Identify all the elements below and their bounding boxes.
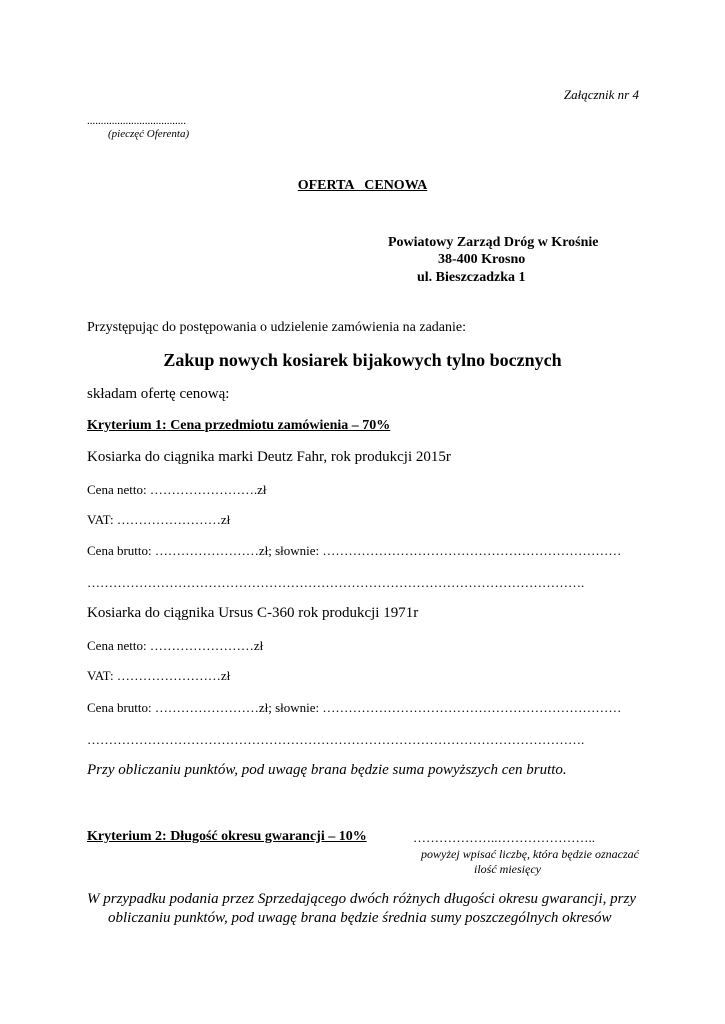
item2-vat: VAT: ……………………zł: [87, 668, 231, 683]
submit-text: składam ofertę cenową:: [87, 386, 230, 402]
footer-note-line1: W przypadku podania przez Sprzedającego dwóch różnych długości okresu gwarancji, przy: [87, 891, 636, 907]
warranty-months-field: ………………..…………………..: [413, 830, 595, 845]
item2-price-netto: Cena netto: ……………………zł: [87, 638, 264, 653]
document-title: OFERTA CENOWA: [297, 178, 428, 193]
attachment-number: Załącznik nr 4: [563, 87, 639, 102]
item1-vat: VAT: ……………………zł: [87, 512, 231, 527]
item1-price-brutto: Cena brutto: ……………………zł; słownie: ……………………………………………………………: [87, 543, 622, 558]
stamp-dots: ....................................: [87, 115, 186, 127]
footer-note-line2: obliczaniu punktów, pod uwagę brana będzie średnia sumy poszczególnych okresów: [108, 910, 612, 926]
warranty-hint-line2: ilość miesięcy: [474, 862, 541, 876]
criterion1-note: Przy obliczaniu punktów, pod uwagę brana będzie suma powyższych cen brutto.: [87, 762, 567, 778]
item1-price-netto: Cena netto: …………………….zł: [87, 482, 267, 497]
criterion1-heading: Kryterium 1: Cena przedmiotu zamówienia – 70%: [87, 418, 391, 433]
recipient-street: ul. Bieszczadzka 1: [417, 270, 526, 285]
recipient-name: Powiatowy Zarząd Dróg w Krośnie: [388, 235, 599, 250]
warranty-hint-line1: powyżej wpisać liczbę, która będzie oznaczać: [421, 847, 639, 861]
intro-text: Przystępując do postępowania o udzielenie zamówienia na zadanie:: [87, 320, 467, 335]
recipient-postal: 38-400 Krosno: [438, 252, 526, 267]
item2-words-continuation: …………………………………………………………………………………………………….: [87, 732, 585, 747]
task-title: Zakup nowych kosiarek bijakowych tylno bocznych: [163, 350, 562, 370]
item1-title: Kosiarka do ciągnika marki Deutz Fahr, rok produkcji 2015r: [87, 449, 451, 465]
item1-words-continuation: …………………………………………………………………………………………………….: [87, 575, 585, 590]
stamp-label: (pieczęć Oferenta): [108, 128, 190, 140]
criterion2-heading: Kryterium 2: Długość okresu gwarancji – 10%: [87, 829, 367, 844]
item2-price-brutto: Cena brutto: ……………………zł; słownie: ……………………………………………………………: [87, 700, 622, 715]
item2-title: Kosiarka do ciągnika Ursus C-360 rok produkcji 1971r: [87, 605, 419, 621]
